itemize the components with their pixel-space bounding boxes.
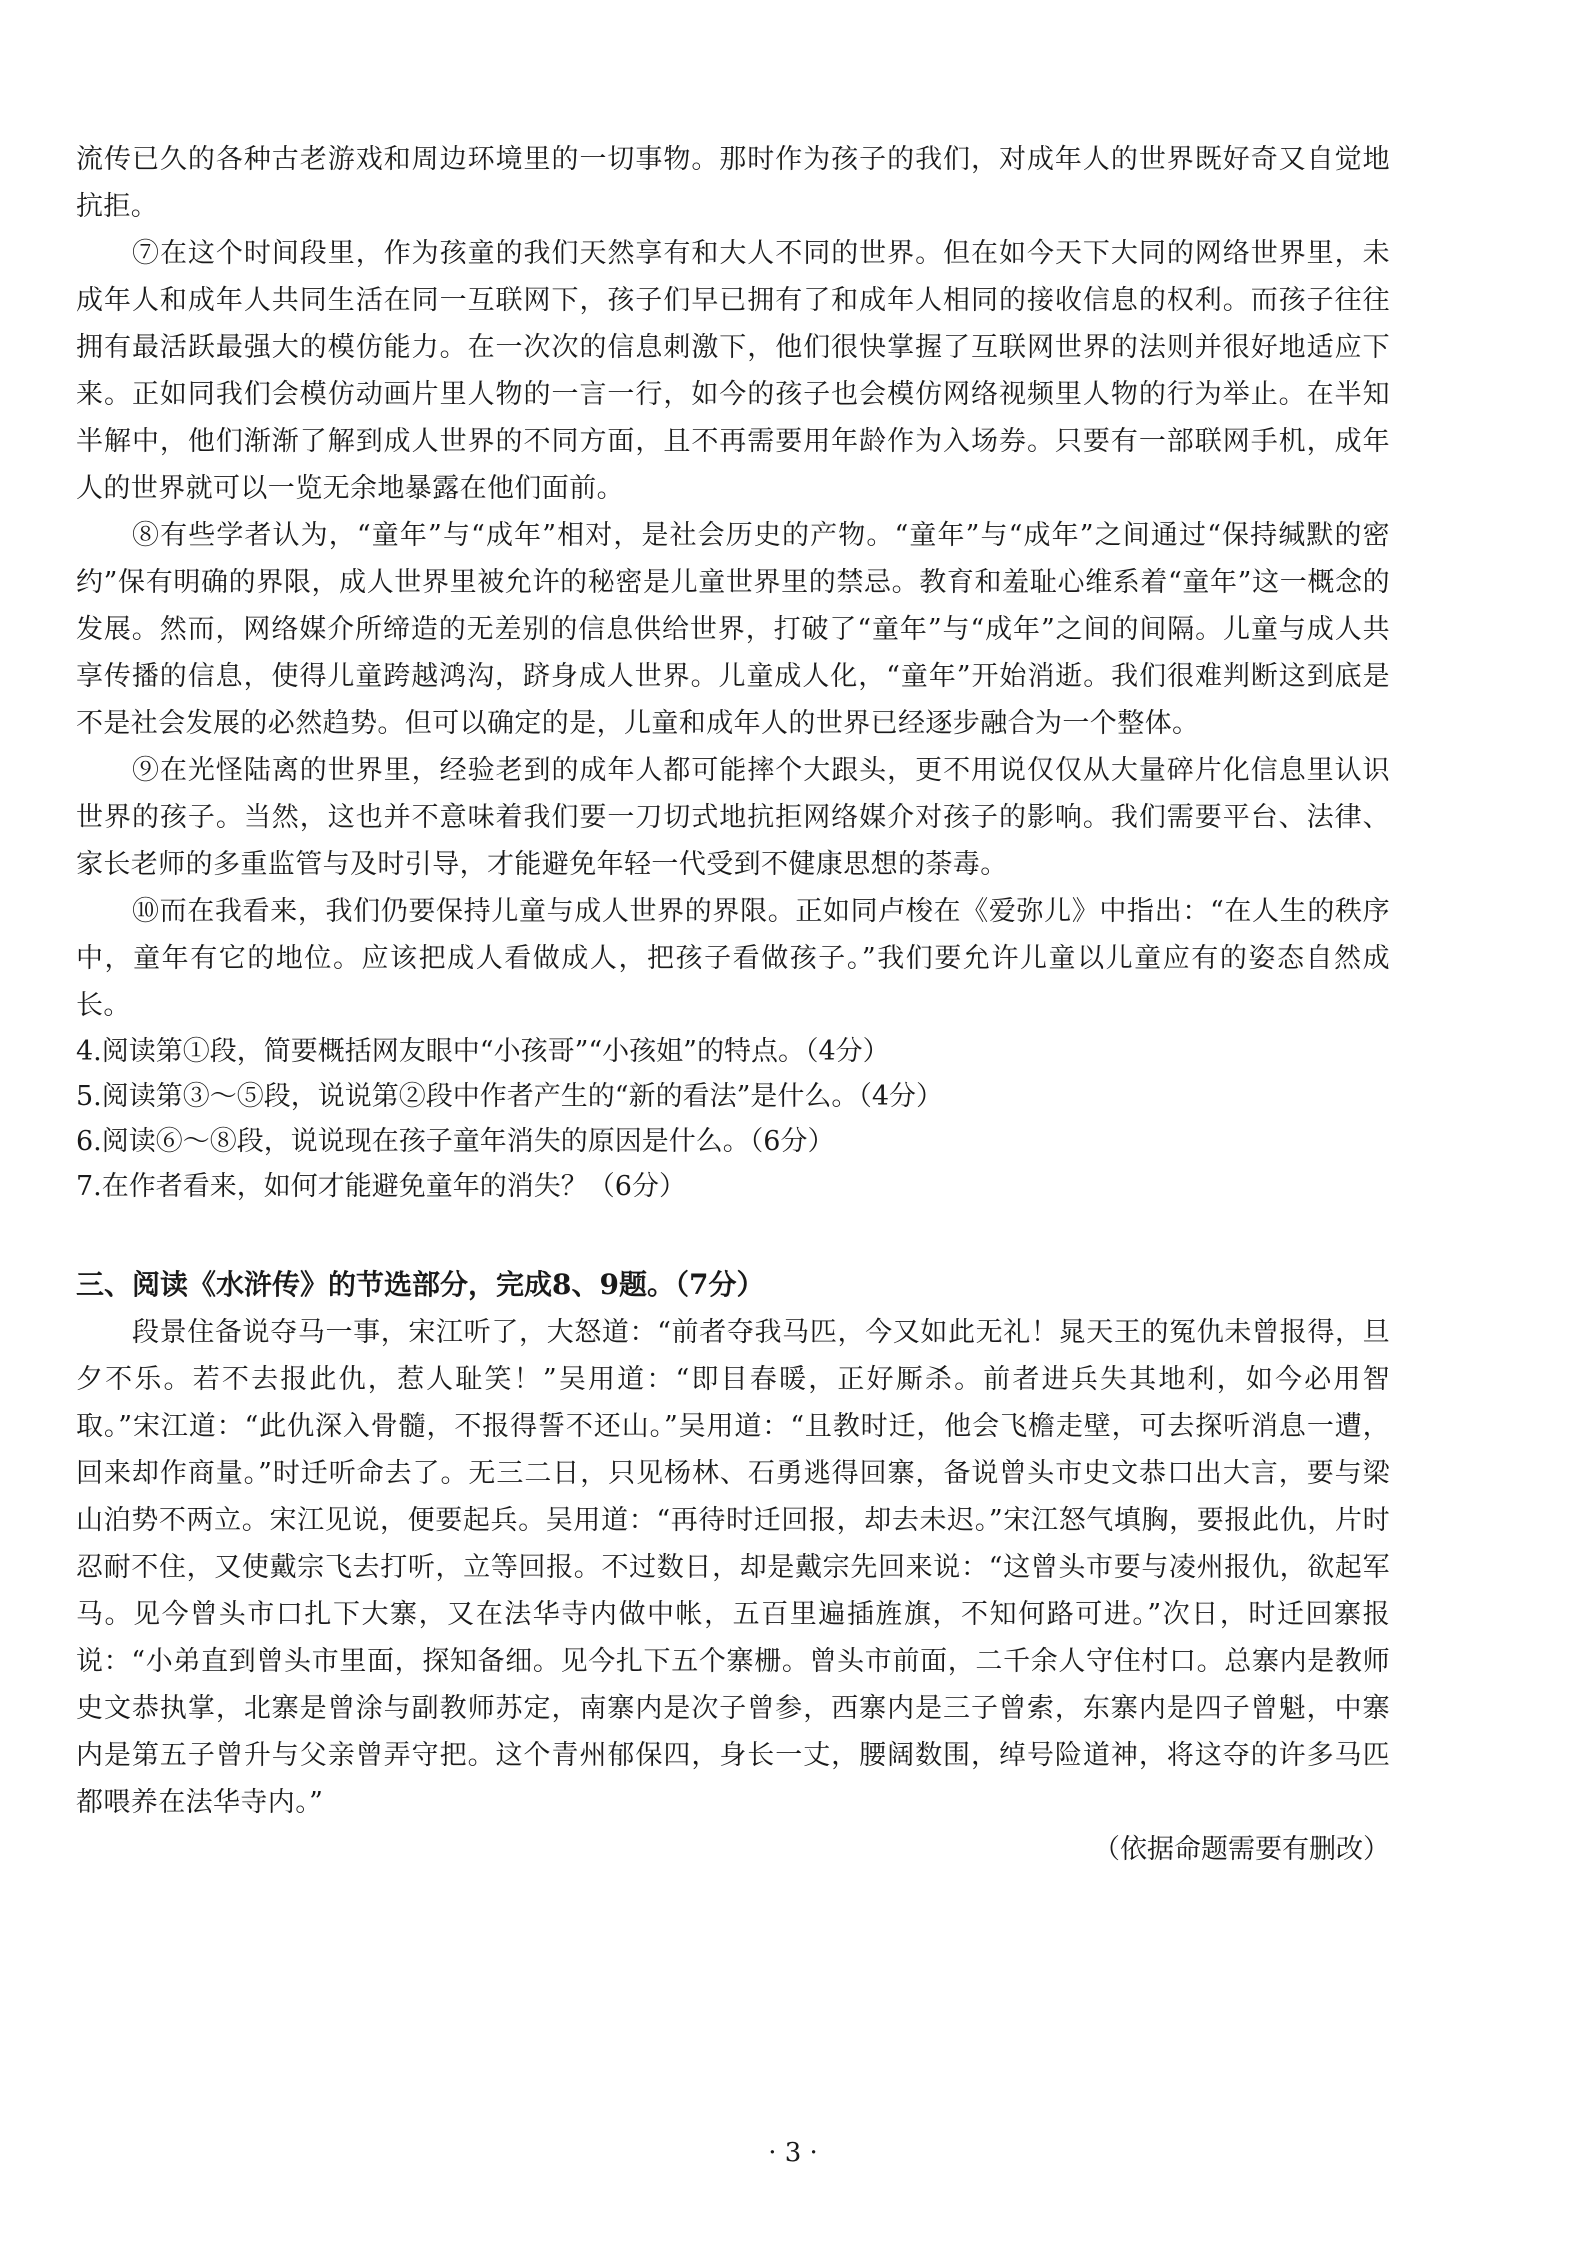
paragraph-7: ⑦在这个时间段里，作为孩童的我们天然享有和大人不同的世界。但在如今天下大同的网络世界里，未成年人和成年人共同生活在同一互联网下，孩子们早已拥有了和成年人相同的接收信息的权利。而孩子往往拥有最活跃最强大的模仿能力。在一次次的信息刺激下，他们很快掌握了互联网世界的法则并很好地适应下来。正如同我们会模仿动画片里人物的一言一行，如今的孩子也会模仿网络视频里人物的行为举止。在半知半解中，他们渐渐了解到成人世界的不同方面，且不再需要用年龄作为入场券。只要有一部联网手机，成年人的世界就可以一览无余地暴露在他们面前。 [76, 238, 1390, 504]
question-7: 7.在作者看来，如何才能避免童年的消失？（6分） [76, 1171, 686, 1202]
question-5: 5.阅读第③～⑤段，说说第②段中作者产生的“新的看法”是什么。（4分） [76, 1081, 944, 1112]
paragraph-continued: 流传已久的各种古老游戏和周边环境里的一切事物。那时作为孩子的我们，对成年人的世界既好奇又自觉地抗拒。 [76, 144, 1390, 222]
paragraph-9: ⑨在光怪陆离的世界里，经验老到的成年人都可能摔个大跟头，更不用说仅仅从大量碎片化信息里认识世界的孩子。当然，这也并不意味着我们要一刀切式地抗拒网络媒介对孩子的影响。我们需要平台、法律、家长老师的多重监管与及时引导，才能避免年轻一代受到不健康思想的荼毒。 [76, 755, 1390, 880]
page-number: · 3 · [768, 2138, 818, 2168]
section-3-passage: 段景住备说夺马一事，宋江听了，大怒道：“前者夺我马匹，今又如此无礼！晁天王的冤仇未曾报得，旦夕不乐。若不去报此仇，惹人耻笑！”吴用道：“即目春暖，正好厮杀。前者进兵失其地利，如今必用智取。”宋江道：“此仇深入骨髓，不报得誓不还山。”吴用道：“且教时迁，他会飞檐走壁，可去探听消息一遭，回来却作商量。”时迁听命去了。无三二日，只见杨林、石勇逃得回寨，备说曾头市史文恭口出大言，要与梁山泊势不两立。宋江见说，便要起兵。吴用道：“再待时迁回报，却去未迟。”宋江怒气填胸，要报此仇，片时忍耐不住，又使戴宗飞去打听，立等回报。不过数日，却是戴宗先回来说：“这曾头市要与凌州报仇，欲起军马。见今曾头市口扎下大寨，又在法华寺内做中帐，五百里遍插旌旗，不知何路可进。”次日，时迁回寨报说：“小弟直到曾头市里面，探知备细。见今扎下五个寨栅。曾头市前面，二千余人守住村口。总寨内是教师史文恭执掌，北寨是曾涂与副教师苏定，南寨内是次子曾参，西寨内是三子曾索，东寨内是四子曾魁，中寨内是第五子曾升与父亲曾弄守把。这个青州郁保四，身长一丈，腰阔数围，绰号险道神，将这夺的许多马匹都喂养在法华寺内。” [76, 1317, 1390, 1818]
section-gap [76, 1209, 1390, 1261]
source-note: （依据命题需要有删改） [1093, 1834, 1390, 1865]
question-6: 6.阅读⑥～⑧段，说说现在孩子童年消失的原因是什么。（6分） [76, 1126, 835, 1157]
section-3-title: 三、阅读《水浒传》的节选部分，完成8、9题。（7分） [76, 1268, 765, 1301]
question-4: 4.阅读第①段，简要概括网友眼中“小孩哥”“小孩姐”的特点。（4分） [76, 1036, 890, 1067]
paragraph-8: ⑧有些学者认为，“童年”与“成年”相对，是社会历史的产物。“童年”与“成年”之间通过“保持缄默的密约”保有明确的界限，成人世界里被允许的秘密是儿童世界里的禁忌。教育和羞耻心维系着“童年”这一概念的发展。然而，网络媒介所缔造的无差别的信息供给世界，打破了“童年”与“成年”之间的间隔。儿童与成人共享传播的信息，使得儿童跨越鸿沟，跻身成人世界。儿童成人化，“童年”开始消逝。我们很难判断这到底是不是社会发展的必然趋势。但可以确定的是，儿童和成年人的世界已经逐步融合为一个整体。 [76, 520, 1390, 739]
paragraph-10: ⑩而在我看来，我们仍要保持儿童与成人世界的界限。正如同卢梭在《爱弥儿》中指出：“在人生的秩序中，童年有它的地位。应该把成人看做成人，把孩子看做孩子。”我们要允许儿童以儿童应有的姿态自然成长。 [76, 896, 1390, 1021]
